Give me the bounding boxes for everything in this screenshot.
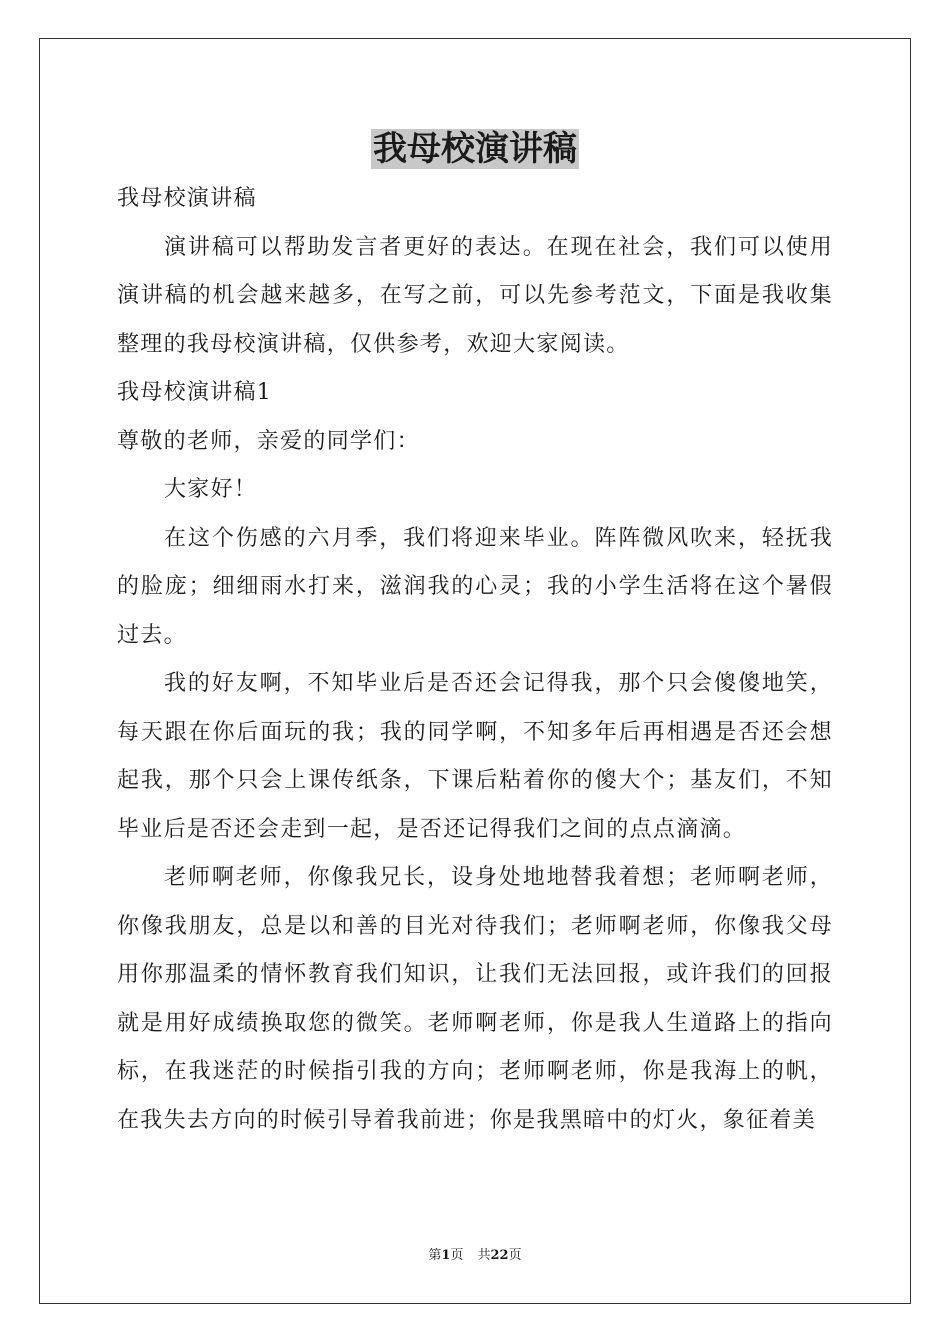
total-prefix: 共 <box>477 1248 491 1263</box>
intro-paragraph: 演讲稿可以帮助发言者更好的表达。在现在社会，我们可以使用演讲稿的机会越来越多，在写之前，可以先参考范文，下面是我收集整理的我母校演讲稿，仅供参考，欢迎大家阅读。 <box>117 234 833 357</box>
document-title-text: 我母校演讲稿 <box>373 129 577 169</box>
page-footer <box>0 1246 950 1266</box>
body-paragraph: 我的好友啊，不知毕业后是否还会记得我，那个只会傻傻地笑，每天跟在你后面玩的我；我的同学啊，不知多年后再相遇是否还会想起我，那个只会上课传纸条，下课后粘着你的傻大个；基友们，不知毕业后是否还会走到一起，是否还记得我们之间的点点滴滴。 <box>117 671 833 842</box>
total-pages: 22 <box>490 1248 509 1263</box>
total-suffix: 页 <box>508 1248 522 1263</box>
salutation-line: 尊敬的老师，亲爱的同学们： <box>117 428 420 454</box>
section-heading: 我母校演讲稿1 <box>117 380 273 405</box>
subtitle-line: 我母校演讲稿 <box>117 186 257 211</box>
document-title <box>0 124 950 174</box>
body-paragraph: 在这个伤感的六月季，我们将迎来毕业。阵阵微风吹来，轻抚我的脸庞；细细雨水打来，滋润我的心灵；我的小学生活将在这个暑假过去。 <box>117 525 833 648</box>
page-prefix: 第 <box>428 1248 442 1263</box>
body-paragraph: 老师啊老师，你像我兄长，设身处地地替我着想；老师啊老师，你像我朋友，总是以和善的目光对待我们；老师啊老师，你像我父母用你那温柔的情怀教育我们知识，让我们无法回报，或许我们的回报就是用好成绩换取您的微笑。老师啊老师，你是我人生道路上的指向标，在我迷茫的时候指引我的方向；老师啊老师，你是我海上的帆，在我失去方向的时候引导着我前进；你是我黑暗中的灯火，象征着美 <box>117 865 833 1133</box>
page-suffix: 页 <box>450 1248 464 1263</box>
page-number: 1 <box>441 1248 451 1263</box>
greeting-line: 大家好！ <box>164 477 258 502</box>
document-body <box>117 175 833 1145</box>
